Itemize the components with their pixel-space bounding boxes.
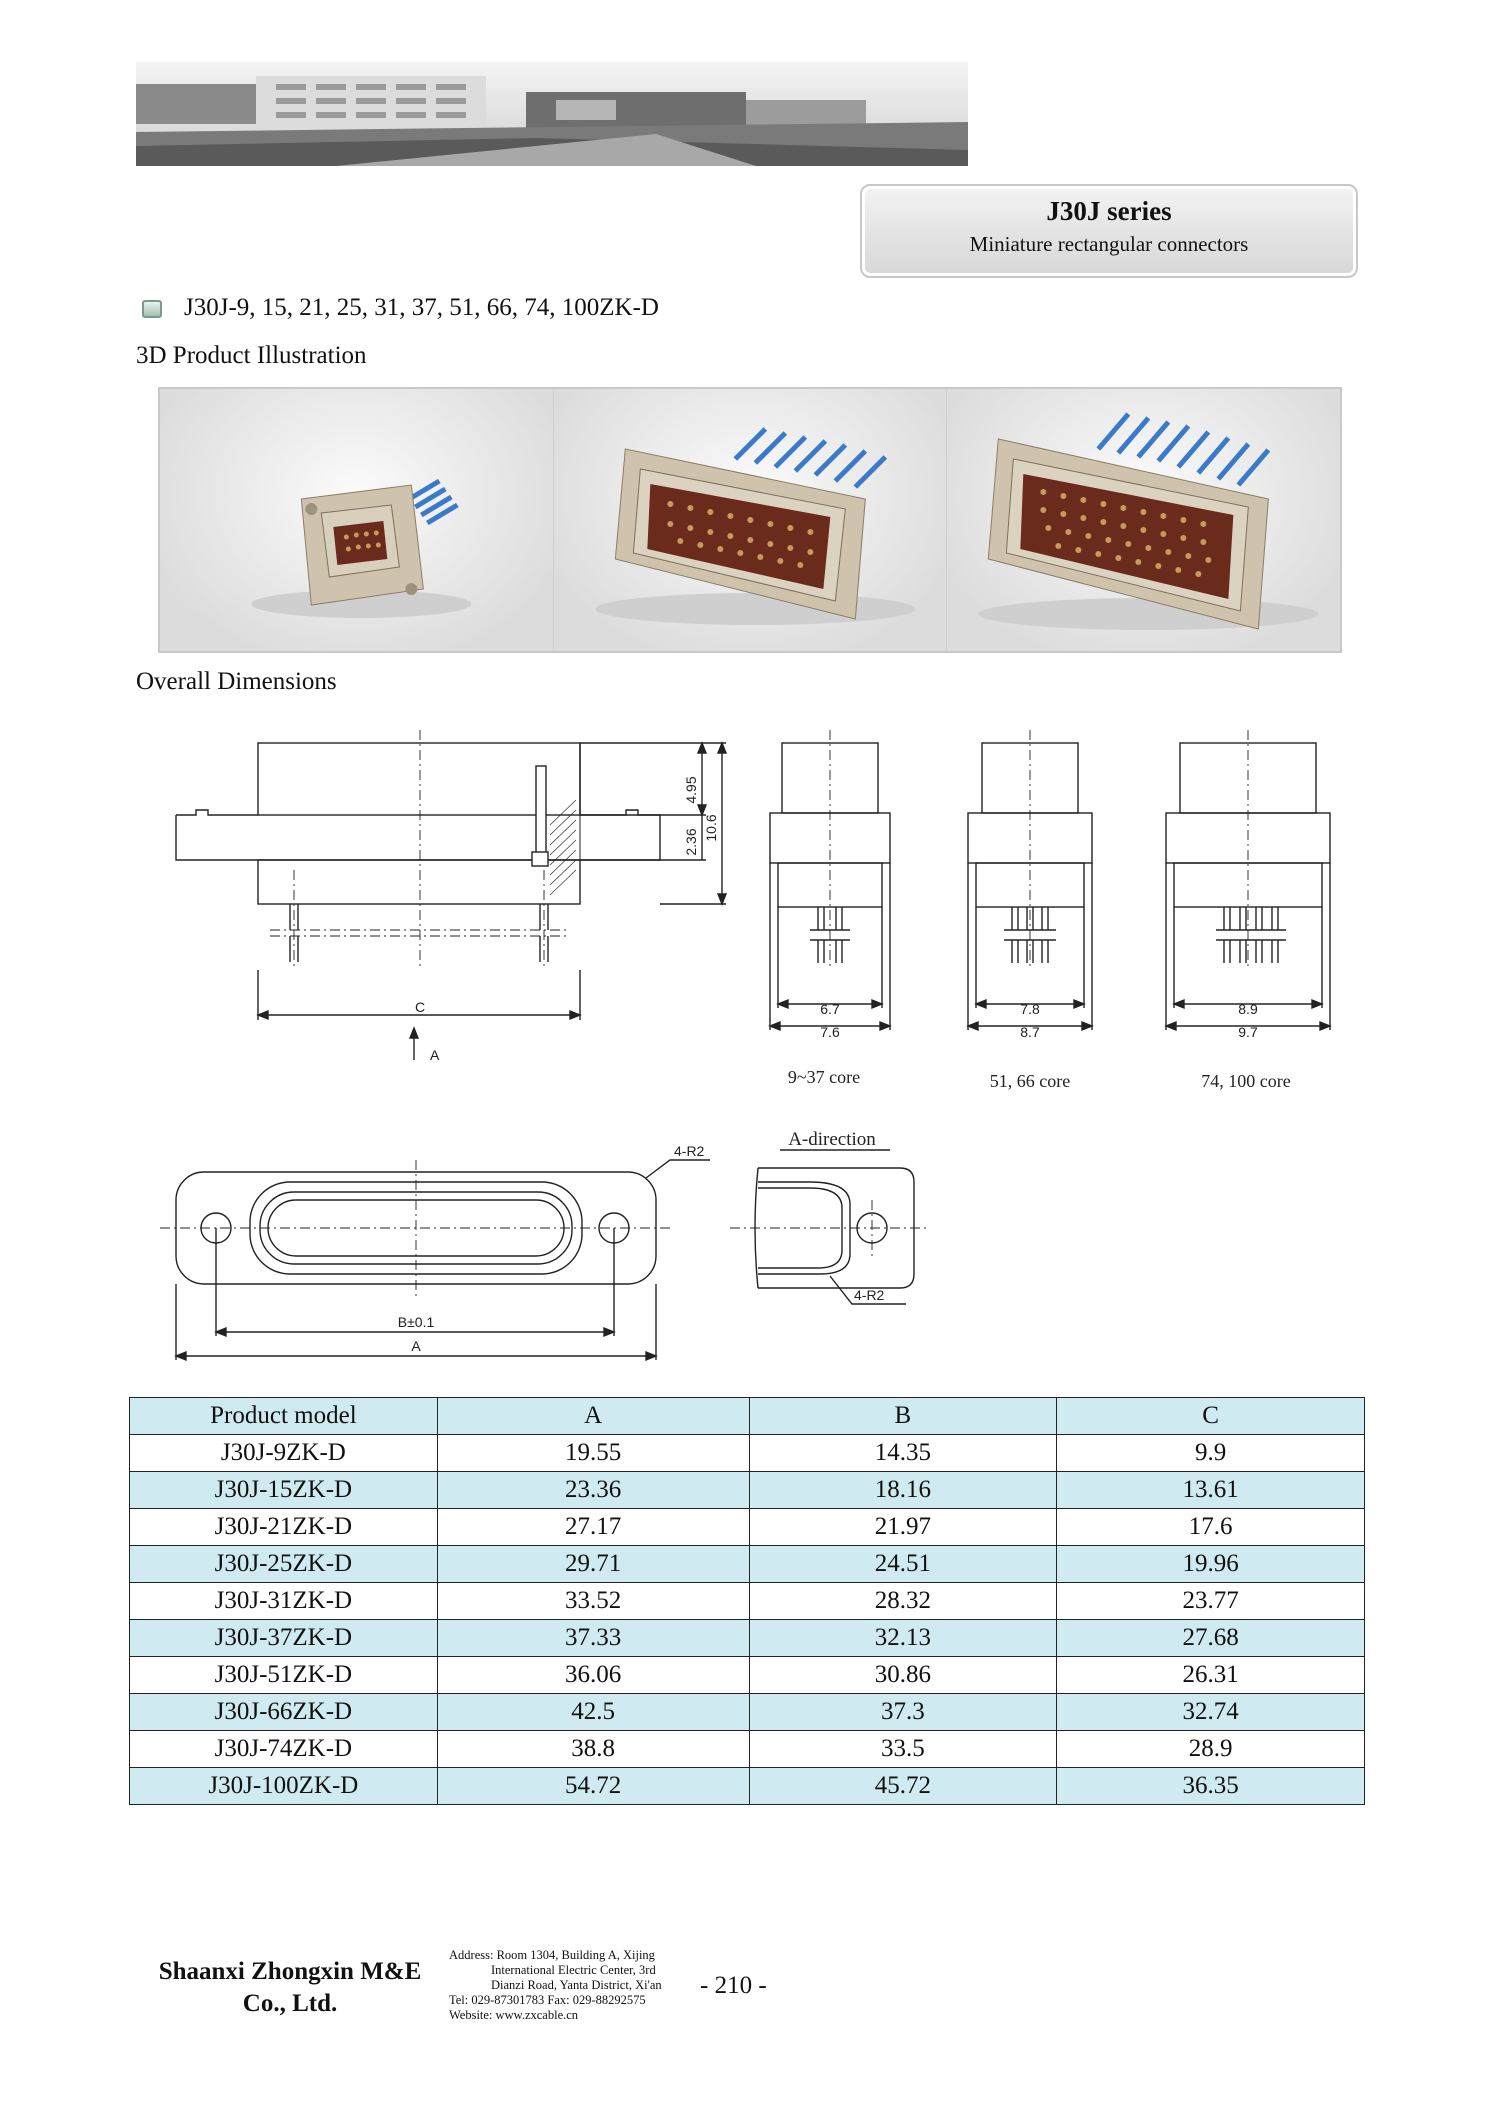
side-view-drawing (176, 730, 726, 1060)
front-view-74-100 (1166, 730, 1330, 1030)
r2-bottom-label: 4-R2 (854, 1287, 885, 1303)
bullet-icon (142, 300, 162, 318)
section-title-illustration: 3D Product Illustration (136, 342, 367, 369)
cell-b: 14.35 (749, 1435, 1057, 1472)
header-product-model: Product model (130, 1398, 438, 1435)
table-row (130, 1694, 1365, 1731)
width-3-outer: 9.7 (1238, 1024, 1258, 1040)
cell-c: 13.61 (1057, 1472, 1365, 1509)
dim-c-label: C (414, 999, 426, 1015)
series-subtitle: Miniature rectangular connectors (969, 232, 1249, 256)
cell-model: J30J-25ZK-D (130, 1546, 438, 1583)
model-line (142, 294, 659, 322)
product-photo-strip (158, 387, 1342, 653)
header-c: C (1057, 1398, 1365, 1435)
front-view-51-66 (968, 730, 1092, 1030)
cell-model: J30J-15ZK-D (130, 1472, 438, 1509)
plan-view-drawing (160, 1160, 710, 1360)
cell-c: 26.31 (1057, 1657, 1365, 1694)
product-photo-small (160, 389, 554, 651)
dim-106-label: 10.6 (703, 814, 719, 842)
product-photo-large (947, 389, 1340, 651)
header-b: B (749, 1398, 1057, 1435)
cell-model: J30J-66ZK-D (130, 1694, 438, 1731)
cell-b: 30.86 (749, 1657, 1057, 1694)
cell-c: 17.6 (1057, 1509, 1365, 1546)
dimension-drawings (130, 730, 1370, 1370)
cell-a: 29.71 (437, 1546, 749, 1583)
address-line-1: Address: Room 1304, Building A, Xijing (449, 1948, 655, 1962)
table-row (130, 1620, 1365, 1657)
table-row (130, 1657, 1365, 1694)
arrow-a-label: A (430, 1047, 440, 1063)
cell-c: 28.9 (1057, 1731, 1365, 1768)
cell-model: J30J-21ZK-D (130, 1509, 438, 1546)
front-view-9-37 (770, 730, 890, 1030)
a-direction-label: A-direction (788, 1129, 876, 1150)
table-row (130, 1731, 1365, 1768)
cell-model: J30J-51ZK-D (130, 1657, 438, 1694)
header-a: A (437, 1398, 749, 1435)
address-line-2: International Electric Center, 3rd (491, 1963, 656, 1977)
width-2-inner: 7.8 (1020, 1001, 1040, 1017)
r2-top-label: 4-R2 (674, 1143, 705, 1159)
table-row (130, 1583, 1365, 1620)
cell-a: 23.36 (437, 1472, 749, 1509)
width-2-outer: 8.7 (1020, 1024, 1040, 1040)
width-1-outer: 7.6 (820, 1024, 840, 1040)
model-list: J30J-9, 15, 21, 25, 31, 37, 51, 66, 74, 100ZK-D (184, 294, 659, 321)
address-line-4: Tel: 029-87301783 Fax: 029-88292575 (449, 1993, 646, 2007)
cell-b: 37.3 (749, 1694, 1057, 1731)
cell-c: 27.68 (1057, 1620, 1365, 1657)
cell-c: 9.9 (1057, 1435, 1365, 1472)
width-3-inner: 8.9 (1238, 1001, 1258, 1017)
dimension-table (129, 1397, 1365, 1805)
product-photo-medium (554, 389, 948, 651)
cell-b: 45.72 (749, 1768, 1057, 1805)
table-row (130, 1435, 1365, 1472)
dim-a-label: A (411, 1338, 421, 1354)
width-1-inner: 6.7 (820, 1001, 840, 1017)
page-number: - 210 - (700, 1972, 767, 1999)
cell-model: J30J-9ZK-D (130, 1435, 438, 1472)
address-line-5: Website: www.zxcable.cn (449, 2008, 579, 2022)
dim-236-label: 2.36 (683, 828, 699, 856)
a-direction-view (730, 1150, 930, 1304)
company-line-2: Co., Ltd. (242, 1990, 338, 2017)
dim-495-label: 4.95 (683, 776, 699, 804)
table-row (130, 1768, 1365, 1805)
cell-model: J30J-31ZK-D (130, 1583, 438, 1620)
cell-a: 27.17 (437, 1509, 749, 1546)
cell-b: 21.97 (749, 1509, 1057, 1546)
cell-a: 54.72 (437, 1768, 749, 1805)
core-label-1: 9~37 core (787, 1067, 861, 1087)
cell-b: 28.32 (749, 1583, 1057, 1620)
cell-b: 33.5 (749, 1731, 1057, 1768)
cell-b: 32.13 (749, 1620, 1057, 1657)
cell-c: 19.96 (1057, 1546, 1365, 1583)
cell-model: J30J-37ZK-D (130, 1620, 438, 1657)
cell-a: 33.52 (437, 1583, 749, 1620)
cell-a: 42.5 (437, 1694, 749, 1731)
cell-c: 36.35 (1057, 1768, 1365, 1805)
company-address (449, 1948, 662, 2023)
cell-a: 19.55 (437, 1435, 749, 1472)
table-row (130, 1509, 1365, 1546)
core-label-3: 74, 100 core (1201, 1071, 1291, 1091)
cell-c: 23.77 (1057, 1583, 1365, 1620)
header-banner-image (136, 62, 968, 166)
cell-a: 38.8 (437, 1731, 749, 1768)
cell-model: J30J-74ZK-D (130, 1731, 438, 1768)
series-title: J30J series (1046, 196, 1172, 226)
section-title-dimensions: Overall Dimensions (136, 668, 337, 695)
cell-c: 32.74 (1057, 1694, 1365, 1731)
dim-b-label: B±0.1 (397, 1314, 435, 1330)
company-name (140, 1956, 440, 2020)
cell-b: 24.51 (749, 1546, 1057, 1583)
cell-a: 37.33 (437, 1620, 749, 1657)
company-line-1: Shaanxi Zhongxin M&E (158, 1958, 422, 1985)
core-label-2: 51, 66 core (989, 1071, 1071, 1091)
cell-b: 18.16 (749, 1472, 1057, 1509)
series-header-box (860, 184, 1358, 278)
cell-a: 36.06 (437, 1657, 749, 1694)
table-row (130, 1472, 1365, 1509)
table-row (130, 1546, 1365, 1583)
address-line-3: Dianzi Road, Yanta District, Xi'an (491, 1978, 662, 1992)
table-header-row (130, 1398, 1365, 1435)
cell-model: J30J-100ZK-D (130, 1768, 438, 1805)
